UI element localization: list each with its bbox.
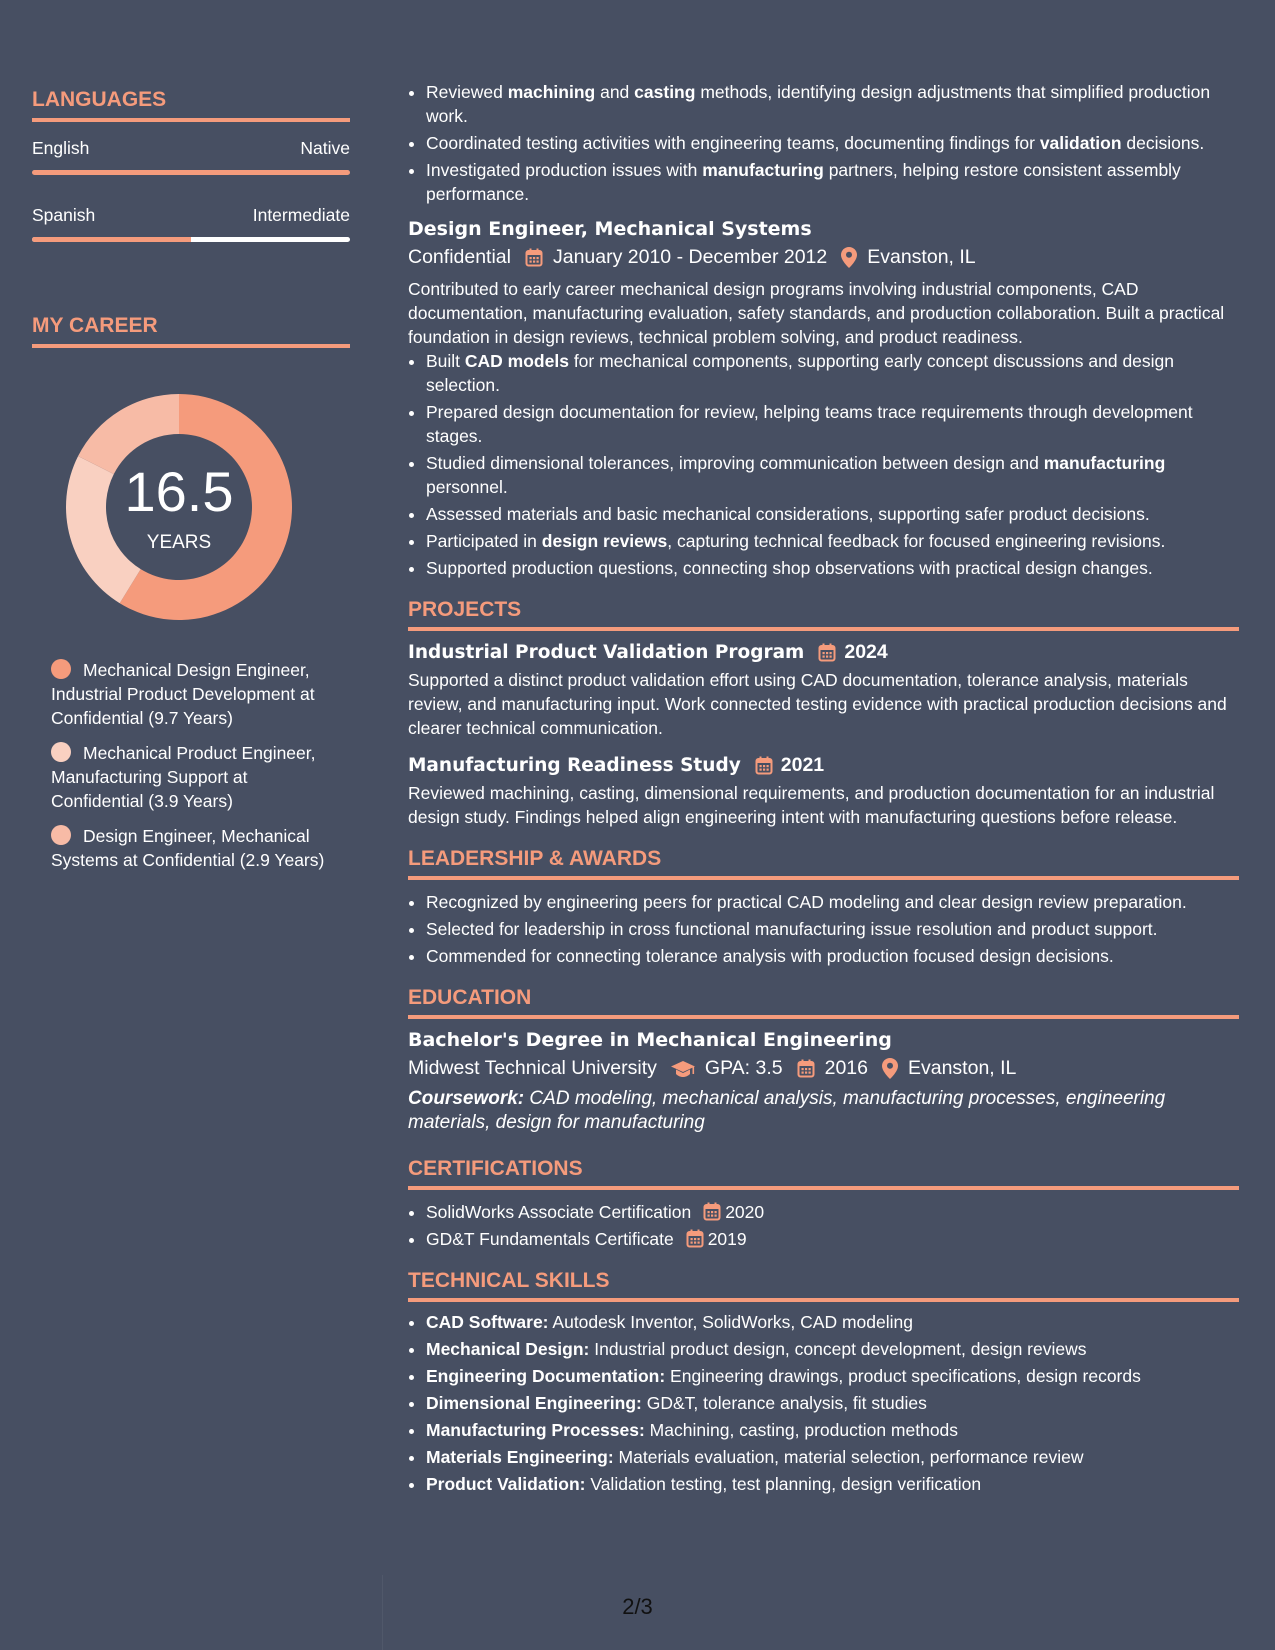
job-company: Confidential xyxy=(408,246,511,268)
sidebar xyxy=(32,88,350,883)
bullet-item xyxy=(426,502,1239,526)
bullet-item xyxy=(426,80,1239,128)
certifications-heading: CERTIFICATIONS xyxy=(408,1157,1239,1190)
project-title: Industrial Product Validation Program xyxy=(408,642,805,663)
skill-category: CAD Software: xyxy=(426,1312,549,1332)
skill-values: Autodesk Inventor, SolidWorks, CAD modeling xyxy=(548,1312,913,1332)
skill-item xyxy=(426,1418,1239,1442)
language-name: Spanish xyxy=(32,205,96,225)
bold-keyword: machining xyxy=(507,82,596,102)
language-row xyxy=(32,138,350,159)
language-name: English xyxy=(32,138,90,158)
certifications-list xyxy=(408,1200,1239,1251)
project-title-row xyxy=(408,754,1239,777)
languages-heading: LANGUAGES xyxy=(32,88,350,122)
bullet-item xyxy=(426,131,1239,155)
page-number: 2/3 xyxy=(622,1594,653,1619)
career-legend-label: Mechanical Design Engineer, Industrial Product Development at Confidential (9.7 Years) xyxy=(51,660,315,728)
bold-keyword: design reviews xyxy=(541,531,668,551)
bold-keyword: CAD models xyxy=(464,351,569,371)
certification-year: 2019 xyxy=(707,1229,747,1249)
job-location: Evanston, IL xyxy=(867,246,976,268)
job-summary: Contributed to early career mechanical design programs involving industrial components, CAD documentation, manufacturing evaluation, safety standards, and production collaboration. Built a practical foundation in design reviews, technical problem solving, and product readiness. xyxy=(408,279,1225,347)
project-description: Supported a distinct product validation effort using CAD documentation, tolerance analysis, materials review, and manufacturing input. Work connected testing evidence with practical production decisions and clearer technical communication. xyxy=(408,670,1227,738)
text-run: personnel. xyxy=(426,477,508,497)
language-proficiency-bar xyxy=(32,170,350,175)
coursework-label: Coursework: xyxy=(408,1088,525,1109)
projects-list xyxy=(408,641,1239,829)
project-year: 2024 xyxy=(844,641,888,663)
job-bullets xyxy=(408,349,1239,580)
project-year: 2021 xyxy=(780,754,825,776)
bullet-item xyxy=(426,529,1239,553)
skill-values: Validation testing, test planning, design verification xyxy=(585,1474,982,1494)
language-level: Native xyxy=(300,138,350,158)
skill-item xyxy=(426,1472,1239,1496)
text-run: Participated in xyxy=(426,531,542,551)
certification-item xyxy=(426,1227,1239,1251)
skill-values: GD&T, tolerance analysis, fit studies xyxy=(641,1393,927,1413)
education-location: Evanston, IL xyxy=(907,1057,1017,1079)
calendar-icon xyxy=(703,1202,721,1221)
language-row xyxy=(32,205,350,226)
bullet-item xyxy=(426,451,1239,499)
skill-category: Product Validation: xyxy=(426,1474,586,1494)
skill-item xyxy=(426,1445,1239,1469)
text-run: Reviewed xyxy=(426,82,508,102)
text-run: , capturing technical feedback for focused engineering revisions. xyxy=(667,531,1166,551)
career-total-years: 16.5 xyxy=(124,460,234,523)
legend-color-dot xyxy=(51,825,71,845)
career-legend-label: Mechanical Product Engineer, Manufacturing Support at Confidential (3.9 Years) xyxy=(51,743,316,811)
previous-job-bullets xyxy=(408,80,1239,206)
award-item: • Recognized by engineering peers for practical CAD modeling and clear design review preparation. xyxy=(426,890,1239,914)
education-coursework xyxy=(408,1087,1239,1135)
certification-name: SolidWorks Associate Certification xyxy=(426,1202,692,1222)
education-heading: EDUCATION xyxy=(408,986,1239,1019)
awards-heading: LEADERSHIP & AWARDS xyxy=(408,847,1239,880)
career-legend-item xyxy=(51,658,331,730)
bold-keyword: manufacturing xyxy=(702,160,824,180)
text-run: Built xyxy=(426,351,465,371)
job-meta xyxy=(408,246,1239,269)
text-run: Studied dimensional tolerances, improving communication between design and xyxy=(426,453,1044,473)
language-proficiency-fill xyxy=(32,170,350,175)
project-description: Reviewed machining, casting, dimensional requirements, and production documentation for an industrial design study. Findings helped align engineering intent with manufacturing questions before release. xyxy=(408,783,1215,827)
bold-keyword: manufacturing xyxy=(1043,453,1166,473)
coursework-text: CAD modeling, mechanical analysis, manufacturing processes, engineering materials, design for manufacturing xyxy=(408,1088,1166,1133)
text-run: partners, helping restore consistent assembly performance. xyxy=(426,160,1181,204)
skill-category: Mechanical Design: xyxy=(426,1339,590,1359)
location-pin-icon xyxy=(882,1058,898,1079)
graduation-cap-icon xyxy=(671,1060,695,1078)
text-run: Supported production questions, connecting shop observations with practical design changes. xyxy=(426,558,1153,578)
skill-category: Engineering Documentation: xyxy=(426,1366,666,1386)
skill-item xyxy=(426,1364,1239,1388)
certification-name: GD&T Fundamentals Certificate xyxy=(426,1229,674,1249)
legend-color-dot xyxy=(51,742,71,762)
project-title: Manufacturing Readiness Study xyxy=(408,755,741,776)
skill-category: Manufacturing Processes: xyxy=(426,1420,645,1440)
education-degree: Bachelor's Degree in Mechanical Engineering xyxy=(408,1029,892,1051)
award-item: • Selected for leadership in cross functional manufacturing issue resolution and product support. xyxy=(426,917,1239,941)
award-item: • Commended for connecting tolerance analysis with production focused design decisions. xyxy=(426,944,1239,968)
projects-heading: PROJECTS xyxy=(408,598,1239,631)
legend-color-dot xyxy=(51,659,71,679)
text-run: for mechanical components, supporting early concept discussions and design selection. xyxy=(426,351,1175,395)
skill-category: Dimensional Engineering: xyxy=(426,1393,642,1413)
language-proficiency-fill xyxy=(32,237,191,242)
skills-heading: TECHNICAL SKILLS xyxy=(408,1269,1239,1302)
bullet-item xyxy=(426,158,1239,206)
language-proficiency-bar xyxy=(32,237,350,242)
certification-item xyxy=(426,1200,1239,1224)
calendar-icon xyxy=(686,1229,704,1248)
text-run: Coordinated testing activities with engineering teams, documenting findings for xyxy=(426,133,1040,153)
languages-list xyxy=(32,138,350,242)
language-level: Intermediate xyxy=(252,205,350,225)
text-run: and xyxy=(595,82,635,102)
calendar-icon xyxy=(755,756,773,775)
career-legend xyxy=(51,658,331,872)
bold-keyword: casting xyxy=(634,82,696,102)
skill-item xyxy=(426,1337,1239,1361)
text-run: Prepared design documentation for review, helping teams trace requirements through development stages. xyxy=(426,402,1193,446)
location-pin-icon xyxy=(841,247,857,268)
education-school: Midwest Technical University xyxy=(408,1057,657,1079)
calendar-icon xyxy=(797,1059,815,1078)
bullet-item xyxy=(426,556,1239,580)
bullet-item xyxy=(426,400,1239,448)
awards-list xyxy=(408,890,1239,968)
education-year: 2016 xyxy=(824,1057,868,1079)
text-run: methods, identifying design adjustments that simplified production work. xyxy=(426,82,1211,126)
skill-item xyxy=(426,1391,1239,1415)
education-meta xyxy=(408,1057,1239,1080)
skill-values: Machining, casting, production methods xyxy=(644,1420,959,1440)
career-legend-item xyxy=(51,741,331,813)
skill-values: Materials evaluation, material selection, performance review xyxy=(613,1447,1084,1467)
project-title-row xyxy=(408,641,1239,664)
main-content xyxy=(408,80,1239,1499)
skill-item xyxy=(426,1310,1239,1334)
career-heading: MY CAREER xyxy=(32,314,350,348)
skills-list xyxy=(408,1310,1239,1496)
career-legend-label: Design Engineer, Mechanical Systems at Confidential (2.9 Years) xyxy=(51,826,325,870)
skill-category: Materials Engineering: xyxy=(426,1447,614,1467)
text-run: Investigated production issues with xyxy=(426,160,703,180)
bold-keyword: validation xyxy=(1039,133,1122,153)
calendar-icon xyxy=(818,643,836,662)
bullet-item xyxy=(426,349,1239,397)
text-run: decisions. xyxy=(1121,133,1205,153)
text-run: Assessed materials and basic mechanical considerations, supporting safer product decisions. xyxy=(426,504,1150,524)
skill-values: Engineering drawings, product specifications, design records xyxy=(665,1366,1141,1386)
career-legend-item xyxy=(51,824,331,872)
job-dates: January 2010 - December 2012 xyxy=(552,246,828,268)
job-title: Design Engineer, Mechanical Systems xyxy=(408,218,812,240)
skill-values: Industrial product design, concept development, design reviews xyxy=(589,1339,1087,1359)
certification-year: 2020 xyxy=(725,1202,765,1222)
calendar-icon xyxy=(525,248,543,267)
education-gpa: GPA: 3.5 xyxy=(704,1057,783,1079)
career-years-label: YEARS xyxy=(146,532,212,553)
career-donut-chart xyxy=(64,392,294,622)
